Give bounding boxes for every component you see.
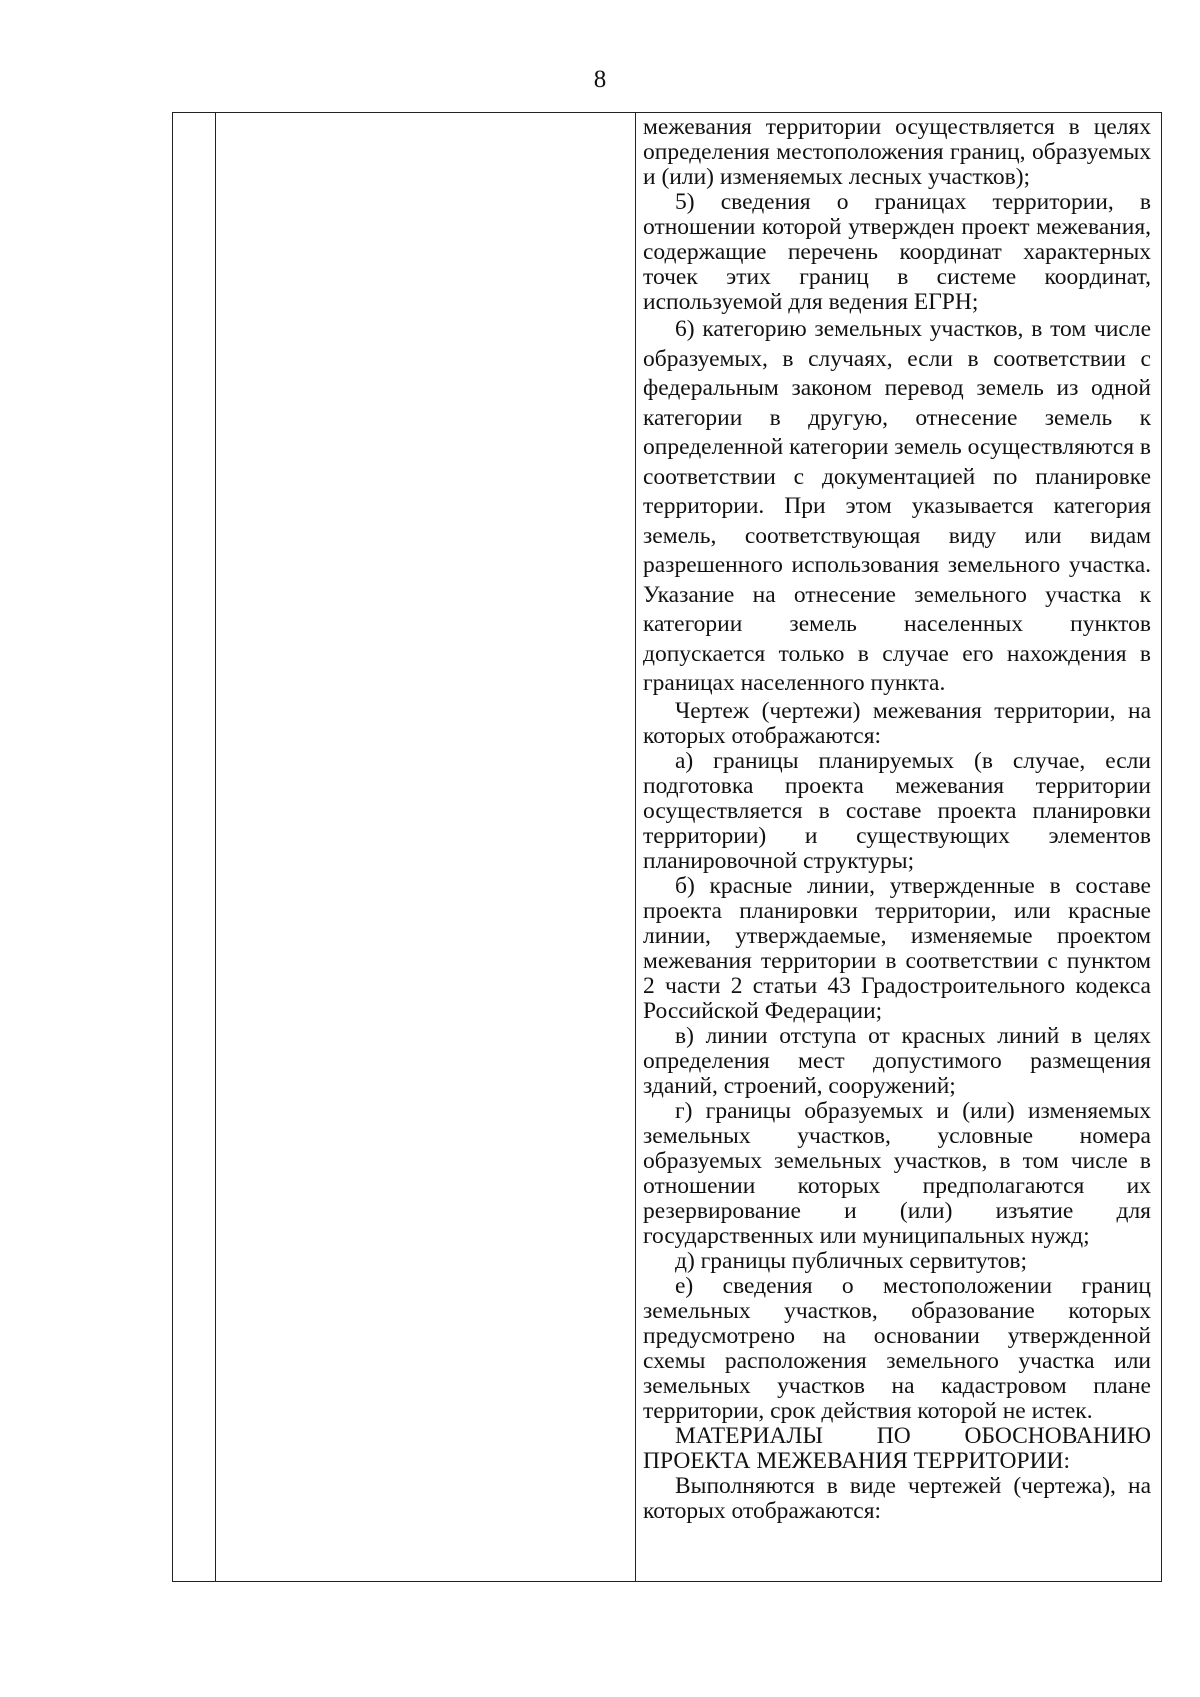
section-heading: МАТЕРИАЛЫ ПО ОБОСНОВАНИЮ ПРОЕКТА МЕЖЕВАНИЯ ТЕРРИТОРИИ: [643, 1422, 1151, 1474]
page-number: 8 [593, 66, 607, 93]
column-divider-2 [635, 113, 636, 1581]
paragraph-item-a: а) границы планируемых (в случае, если подготовка проекта межевания территории осуществляется в составе проекта планировки территории) и существующих элементов планировочной структуры; [643, 747, 1151, 874]
document-table [172, 112, 1162, 1582]
text-cell [643, 115, 1151, 1524]
paragraph-item-e: е) сведения о местоположении границ земельных участков, образование которых предусмотрено на основании утвержденной схемы расположения земельного участка или земельных участков на кадастровом плане территории, срок действия которой не истек. [643, 1272, 1151, 1424]
paragraph-item-b: б) красные линии, утвержденные в составе проекта планировки территории, или красные линии, утверждаемые, изменяемые проектом межевания территории в соответствии с пунктом 2 части 2 статьи 43 Градостроительного кодекса Российской Федерации; [643, 872, 1151, 1024]
paragraph-item-d: д) границы публичных сервитутов; [675, 1247, 1027, 1274]
paragraph-item-5: 5) сведения о границах территории, в отношении которой утвержден проект межевания, содержащие перечень координат характерных точек этих границ в системе координат, используемой для ведения ЕГРН; [643, 189, 1151, 315]
paragraph-item-v: в) линии отступа от красных линий в целях определения мест допустимого размещения зданий, строений, сооружений; [643, 1022, 1151, 1099]
column-divider-1 [215, 113, 216, 1581]
paragraph-intro-continuation: межевания территории осуществляется в целях определения местоположения границ, образуемых и (или) изменяемых лесных участков); [643, 114, 1151, 190]
paragraph-item-6: 6) категорию земельных участков, в том числе образуемых, в случаях, если в соответствии с федеральным законом перевод земель из одной категории в другую, отнесение земель к определенной категории земель осуществляются в соответствии с документацией по планировке территории. При этом указывается категория земель, соответствующая виду или видам разрешенного использования земельного участка. Указание на отнесение земельного участка к категории земель населенных пунктов допускается только в случае его нахождения в границах населенного пункта. [643, 316, 1151, 696]
paragraph-item-g: г) границы образуемых и (или) изменяемых земельных участков, условные номера образуемых земельных участков, в том числе в отношении которых предполагаются их резервирование и (или) изъятие для государственных или муниципальных нужд; [643, 1097, 1151, 1249]
paragraph-last: Выполняются в виде чертежей (чертежа), на которых отображаются: [643, 1472, 1151, 1524]
paragraph-drawing-intro: Чертеж (чертежи) межевания территории, на которых отображаются: [643, 697, 1151, 749]
